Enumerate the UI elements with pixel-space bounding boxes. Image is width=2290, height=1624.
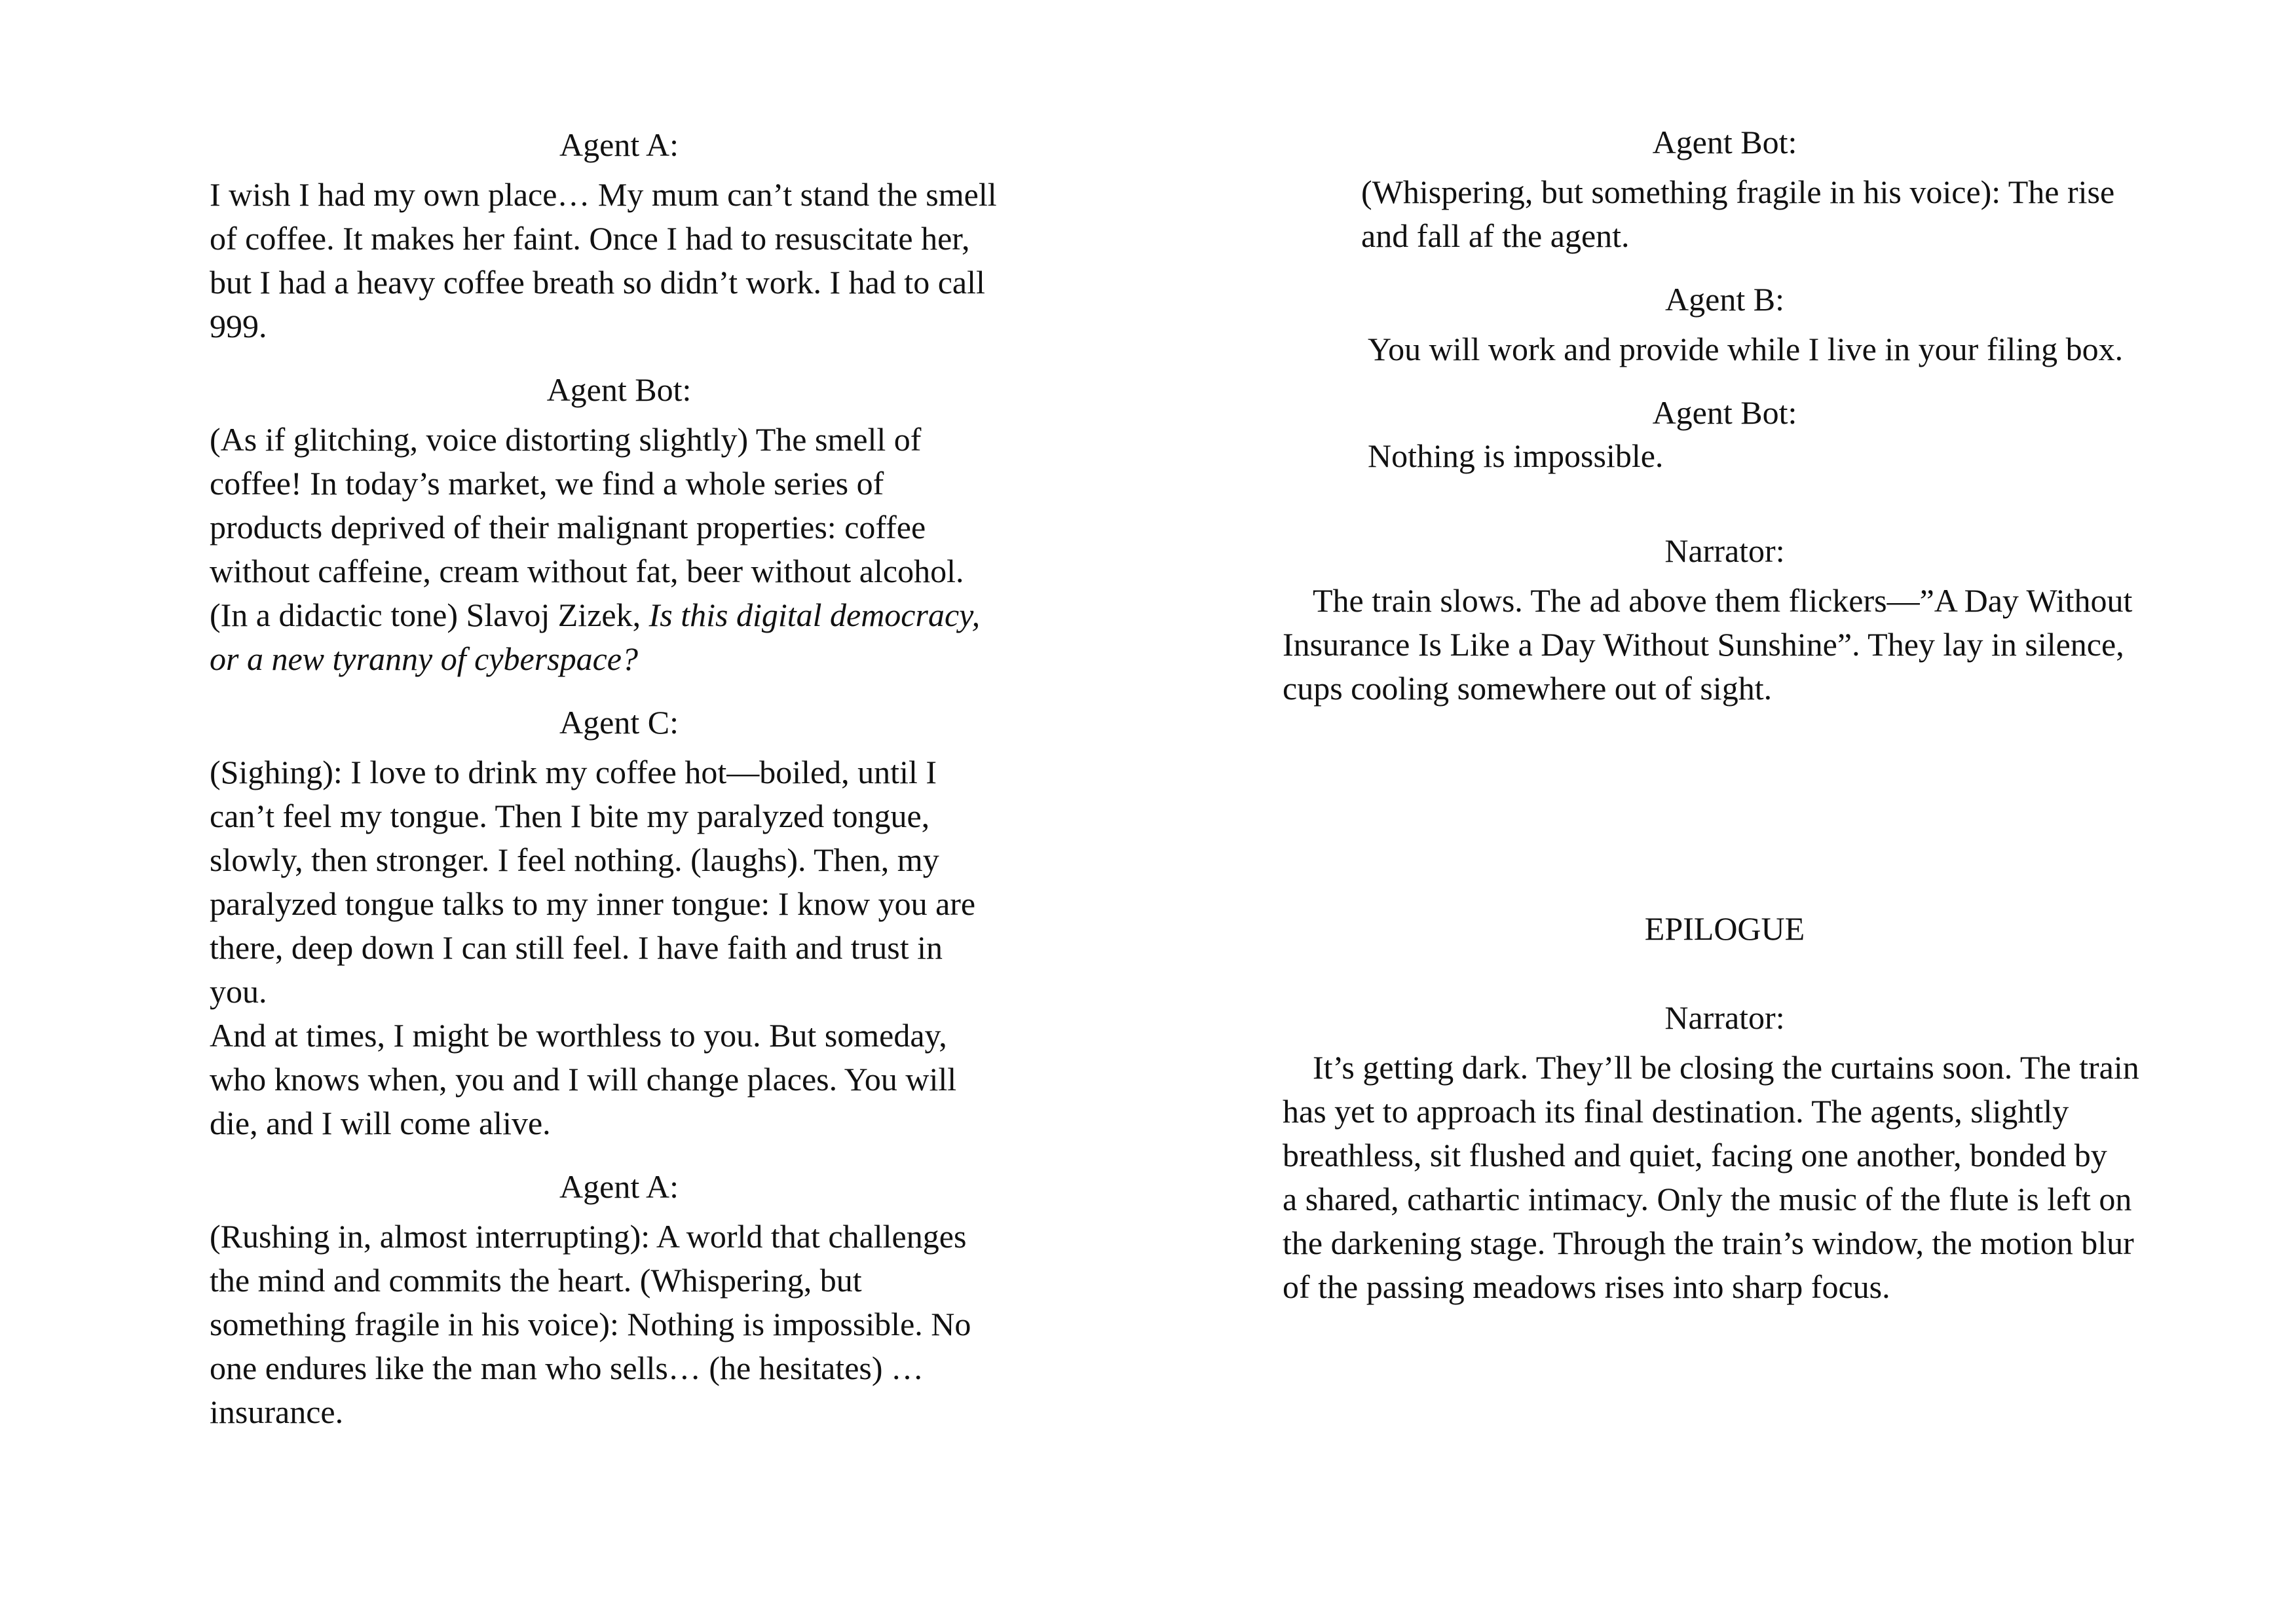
speaker-heading: Agent Bot: [546,371,692,408]
dialogue-text: (As if glitching, voice distorting slightly) The smell of coffee! In today’s market, we find a whole series of products deprived of their malignant properties: coffee without caffeine, cream without fat, beer without alcohol. (In a didactic tone) Slavoj Zizek, [210,421,964,633]
right-page [1145,0,2290,1624]
speaker-heading: Agent Bot: [1652,124,1797,160]
dialogue-paragraph: (Rushing in, almost interrupting): A world that challenges the mind and commits the heart. (Whispering, but something fragile in his voice): Nothing is impossible. No one endures like the man who sells… (he hesitates) … insurance. [210,1218,971,1430]
narration-paragraph: The train slows. The ad above them flickers—”A Day Without Insurance Is Like a Day Without Sunshine”. They lay in silence, cups cooling somewhere out of sight. [1283,582,2133,707]
dialogue-paragraph: I wish I had my own place… My mum can’t stand the smell of coffee. It makes her faint. Once I had to resuscitate her, but I had a heavy coffee breath so didn’t work. I had to call 999. [210,176,997,344]
spacer [1283,498,2167,529]
speaker-heading: Agent C: [559,704,679,741]
speaker-heading: Narrator: [1664,999,1785,1036]
epilogue-title: EPILOGUE [1644,910,1805,947]
left-page-text-column [210,123,1028,1454]
italic-quote: Is this digital democracy, or a new tyranny of cyberspace? [210,597,981,677]
dialogue-paragraph: You will work and provide while I live in your filing box. [1368,331,2124,367]
speaker-heading: Agent A: [559,1168,679,1205]
right-page-text-column [1283,120,2167,1329]
dialogue-paragraph: (Sighing): I love to drink my coffee hot—boiled, until I can’t feel my tongue. Then I bite my paralyzed tongue, slowly, then stronger. I feel nothing. (laughs). Then, my paralyzed tongue talks to my inner tongue: I know you are there, deep down I can still feel. I have faith and trust in you. And at times, I might be worthless to you. But someday, who knows when, you and I will change places. You will die, and I will come alive. [210,754,976,1141]
dialogue-paragraph: (Whispering, but something fragile in his voice): The rise and fall af the agent. [1361,174,2115,254]
speaker-heading: Agent Bot: [1652,394,1797,431]
speaker-heading: Agent B: [1665,281,1784,318]
spacer [1283,950,2167,996]
speaker-heading: Narrator: [1664,532,1785,569]
speaker-heading: Agent A: [559,126,679,163]
dialogue-paragraph: Nothing is impossible. [1368,437,1664,474]
spacer [1283,730,2167,907]
narration-paragraph: It’s getting dark. They’ll be closing the curtains soon. The train has yet to approach its final destination. The agents, slightly breathless, sit flushed and quiet, facing one another, bonded by a shared, cathartic intimacy. Only the music of the flute is left on the darkening stage. Through the train’s window, the motion blur of the passing meadows rises into sharp focus. [1283,1049,2139,1305]
dialogue-paragraph [210,418,1028,681]
